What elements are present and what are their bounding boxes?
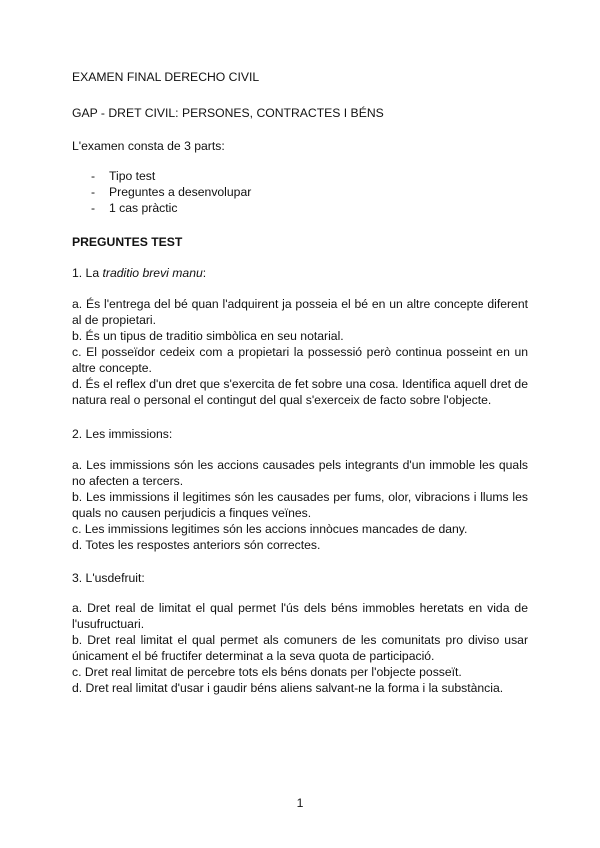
question-1-option-b: b. És un tipus de traditio simbòlica en seu notarial. — [72, 329, 344, 343]
question-3-option-b: b. Dret real limitat el qual permet als comuners de les comunitats pro diviso usar únicament el bé fructifer determinat a la seva quota de participació. — [72, 633, 528, 663]
document-subtitle: GAP - DRET CIVIL: PERSONES, CONTRACTES I BÉNS — [72, 106, 384, 120]
page-number: 1 — [296, 796, 304, 810]
question-1-title — [72, 265, 528, 281]
question-2-option-a: a. Les immissions són les accions causades pels integrants d'un immoble les quals no afecten a tercers. — [72, 458, 528, 488]
question-3-option-a: a. Dret real de limitat el qual permet l'ús dels béns immobles heretats en vida de l'usufructuari. — [72, 601, 528, 631]
question-term: traditio brevi manu — [102, 266, 203, 280]
question-3-option-c: c. Dret real limitat de percebre tots els béns donats per l'objecte posseït. — [72, 665, 462, 679]
question-2-option-d: d. Totes les respostes anteriors són correctes. — [72, 538, 321, 552]
question-2-option-c: c. Les immissions legitimes són les accions innòcues mancades de dany. — [72, 522, 468, 536]
question-2-option-b: b. Les immissions il legitimes són les causades per fums, olor, vibracions i llums les quals no causen perjudicis a finques veïnes. — [72, 490, 528, 520]
list-item: - Preguntes a desenvolupar — [72, 184, 528, 200]
question-number: 1. La — [72, 266, 103, 280]
document-title: EXAMEN FINAL DERECHO CIVIL — [72, 70, 260, 84]
list-item: - Tipo test — [72, 168, 528, 184]
question-suffix: : — [202, 266, 207, 280]
list-item: - 1 cas pràctic — [72, 200, 528, 216]
exam-parts-list — [72, 168, 528, 216]
question-2-title: 2. Les immissions: — [72, 427, 173, 441]
question-1-option-a: a. És l'entrega del bé quan l'adquirent ja posseia el bé en un altre concepte diferent al de propietari. — [72, 297, 528, 327]
question-3-title: 3. L'usdefruit: — [72, 571, 145, 585]
question-1-option-c: c. El posseïdor cedeix com a propietari la possessió però continua posseint en un altre concepte. — [72, 345, 528, 375]
question-1-option-d: d. És el reflex d'un dret que s'exercita de fet sobre una cosa. Identifica aquell dret de natura real o personal el contingut del qual s'exerceix de facto sobre l'objecte. — [72, 377, 528, 407]
exam-intro: L'examen consta de 3 parts: — [72, 139, 225, 153]
question-3-option-d: d. Dret real limitat d'usar i gaudir béns aliens salvant-ne la forma i la substància. — [72, 681, 504, 695]
section-title: PREGUNTES TEST — [72, 235, 183, 249]
